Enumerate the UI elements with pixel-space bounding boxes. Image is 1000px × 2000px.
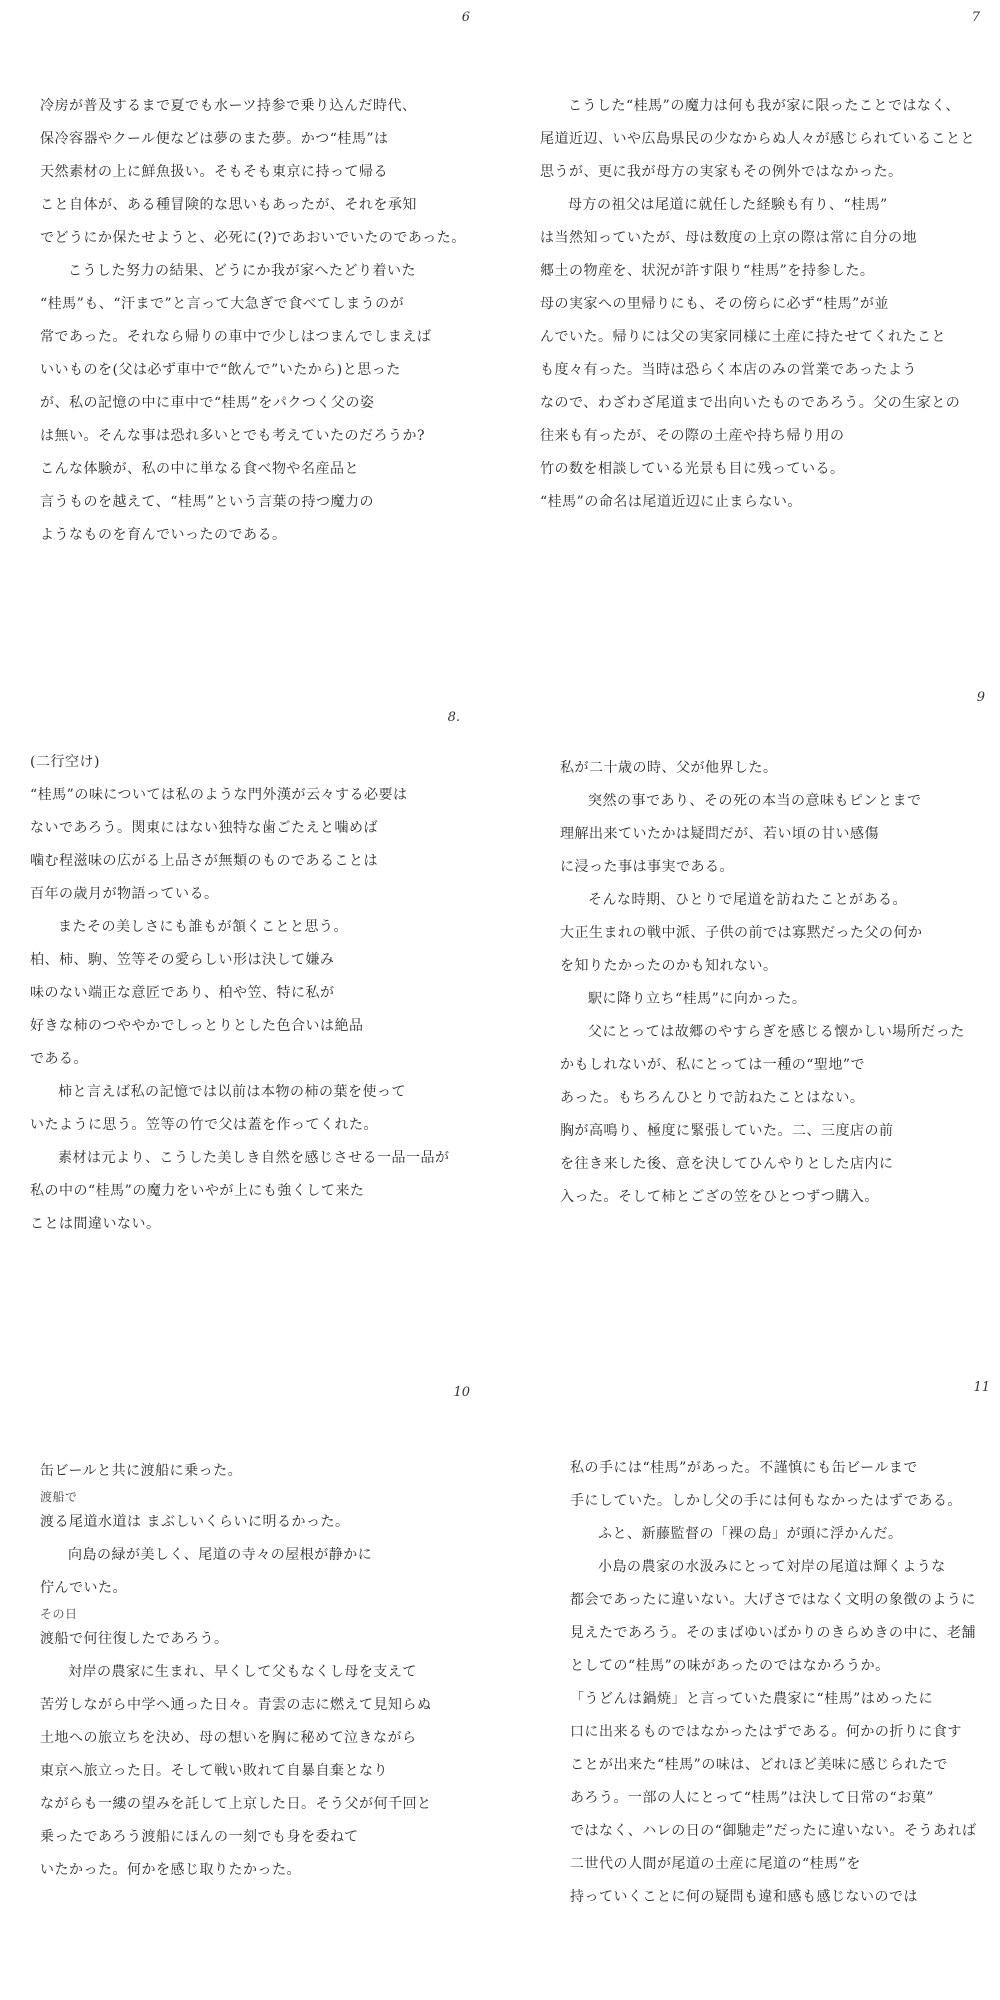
manuscript-line: 胸が高鳴り、極度に緊張していた。二、三度店の前: [560, 1123, 894, 1139]
manuscript-line: 二世代の人間が尾道の土産に尾道の“桂馬”を: [570, 1856, 861, 1872]
manuscript-line: 都会であったに違いない。大げさではなく文明の象徴のように: [570, 1592, 976, 1608]
manuscript-line: ことが出来た“桂馬”の味は、どれほど美味に感じられたで: [570, 1757, 948, 1773]
manuscript-line: 土地への旅立ちを決め、母の想いを胸に秘めて泣きながら: [40, 1730, 417, 1746]
manuscript-line: 冷房が普及するまで夏でも水ーツ持参で乗り込んだ時代、: [40, 98, 417, 114]
manuscript-line: は当然知っていたが、母は数度の上京の際は常に自分の地: [540, 230, 917, 246]
manuscript-line: かもしれないが、私にとっては一種の“聖地”で: [560, 1057, 866, 1073]
manuscript-line: ことは間違いない。: [30, 1216, 161, 1232]
page-number: 10: [453, 1385, 470, 1400]
manuscript-line: 味のない端正な意匠であり、柏や笠、特に私が: [30, 985, 335, 1001]
manuscript-line: 好きな柿のつややかでしっとりとした色合いは絶品: [30, 1018, 364, 1034]
manuscript-line: 「うどんは鍋焼」と言っていた農家に“桂馬”はめったに: [570, 1691, 934, 1707]
manuscript-page-7: [540, 10, 980, 650]
manuscript-line: 言うものを越えて、“桂馬”という言葉の持つ魔力の: [40, 494, 375, 510]
manuscript-line: 突然の事であり、その死の本当の意味もピンとまで: [588, 793, 922, 809]
manuscript-page-11: [570, 1380, 990, 1990]
page-number: 8.: [447, 710, 460, 725]
page-text: [40, 1455, 470, 1887]
page-number: 9: [976, 690, 985, 705]
manuscript-line: ようなものを育んでいったのである。: [40, 527, 287, 543]
manuscript-line: 見えたであろう。そのまばゆいばかりのきらめきの中に、老舗: [570, 1625, 976, 1641]
manuscript-line: としての“桂馬”の味があったのではなかろうか。: [570, 1658, 890, 1674]
manuscript-page-8: [30, 710, 460, 1340]
manuscript-line: こうした“桂馬”の魔力は何も我が家に限ったことではなく、: [568, 98, 961, 114]
manuscript-line: 竹の数を相談している光景も目に残っている。: [540, 461, 845, 477]
manuscript-line: 対岸の農家に生まれ、早くして父もなくし母を支えて: [68, 1664, 417, 1680]
manuscript-line: 東京へ旅立った日。そして戦い敗れて自暴自棄となり: [40, 1763, 388, 1779]
manuscript-line: いいものを(父は必ず車中で“飲んで”いたから)と思った: [40, 362, 401, 378]
manuscript-line: 柿と言えば私の記憶では以前は本物の柿の葉を使って: [58, 1084, 406, 1100]
manuscript-line: 往来も有ったが、その際の土産や持ち帰り用の: [540, 428, 845, 444]
manuscript-line: 缶ビールと共に渡船に乗った。: [40, 1463, 243, 1479]
manuscript-line: 父にとっては故郷のやすらぎを感じる懐かしい場所だった: [588, 1024, 965, 1040]
manuscript-line: あった。もちろんひとりで訪ねたことはない。: [560, 1090, 865, 1106]
manuscript-line: 私が二十歳の時、父が他界した。: [560, 760, 778, 776]
manuscript-line: 母の実家への里帰りにも、その傍らに必ず“桂馬”が並: [540, 296, 889, 312]
manuscript-line: (二行空け): [30, 754, 100, 770]
manuscript-line: 百年の歳月が物語っている。: [30, 886, 219, 902]
manuscript-line: こんな体験が、私の中に単なる食べ物や名産品と: [40, 461, 359, 477]
manuscript-line: 駅に降り立ち“桂馬”に向かった。: [588, 991, 807, 1007]
manuscript-line: ふと、新藤監督の「裸の島」が頭に浮かんだ。: [598, 1526, 903, 1542]
manuscript-line: 入った。そして柿とござの笠をひとつずつ購入。: [560, 1189, 879, 1205]
manuscript-line: んでいた。帰りには父の実家同様に土産に持たせてくれたこと: [540, 329, 946, 345]
manuscript-line: 佇んでいた。: [40, 1580, 127, 1596]
manuscript-line: 郷土の物産を、状況が許す限り“桂馬”を持参した。: [540, 263, 875, 279]
manuscript-line: “桂馬”も、“汗まで”と言って大急ぎで食べてしまうのが: [40, 296, 405, 312]
manuscript-line: に浸った事は事実である。: [560, 859, 734, 875]
manuscript-line: あろう。一部の人にとって“桂馬”は決して日常の“お菓”: [570, 1790, 934, 1806]
manuscript-line: “桂馬”の味については私のような門外漢が云々する必要は: [30, 787, 408, 803]
manuscript-line: 思うが、更に我が母方の実家もその例外ではなかった。: [540, 164, 903, 180]
manuscript-line: 口に出来るものではなかったはずである。何かの折りに食す: [570, 1724, 962, 1740]
page-text: [540, 90, 980, 519]
manuscript-line: 乗ったであろう渡船にほんの一刻でも身を委ねて: [40, 1829, 359, 1845]
manuscript-line: その日: [40, 1607, 78, 1621]
manuscript-line: 尾道近辺、いや広島県民の少なからぬ人々が感じられていることと: [540, 131, 975, 147]
manuscript-line: でどうにか保たせようと、必死に(?)であおいでいたのであった。: [40, 230, 466, 246]
manuscript-line: 保冷容器やクール便などは夢のまた夢。かつ“桂馬”は: [40, 131, 389, 147]
manuscript-line: 持っていくことに何の疑問も違和感も感じないのでは: [570, 1889, 918, 1905]
manuscript-line: 素材は元より、こうした美しき自然を感じさせる一品一品が: [58, 1150, 450, 1166]
page-number: 6: [461, 10, 470, 25]
manuscript-line: またその美しさにも誰もが頷くことと思う。: [58, 919, 348, 935]
manuscript-line: 大正生まれの戦中派、子供の前では寡黙だった父の何か: [560, 925, 923, 941]
manuscript-line: こと自体が、ある種冒険的な思いもあったが、それを承知: [40, 197, 417, 213]
manuscript-line: 理解出来ていたかは疑問だが、若い頃の甘い感傷: [560, 826, 879, 842]
manuscript-line: は無い。そんな事は恐れ多いとでも考えていたのだろうか?: [40, 428, 426, 444]
manuscript-line: 渡船で: [40, 1490, 78, 1504]
manuscript-line: 手にしていた。しかし父の手には何もなかったはずである。: [570, 1493, 962, 1509]
manuscript-line: 母方の祖父は尾道に就任した経験も有り、“桂馬”: [568, 197, 888, 213]
manuscript-line: いたように思う。笠等の竹で父は蓋を作ってくれた。: [30, 1117, 378, 1133]
page-text: [30, 746, 460, 1241]
manuscript-line: である。: [30, 1051, 88, 1067]
manuscript-line: いたかった。何かを感じ取りたかった。: [40, 1862, 301, 1878]
manuscript-line: を往き来した後、意を決してひんやりとした店内に: [560, 1156, 894, 1172]
manuscript-line: ではなく、ハレの日の“御馳走”だったに違いない。そうあれば: [570, 1823, 977, 1839]
manuscript-line: こうした努力の結果、どうにか我が家へたどり着いた: [68, 263, 416, 279]
manuscript-line: 小島の農家の水汲みにとって対岸の尾道は輝くような: [598, 1559, 946, 1575]
page-number: 11: [973, 1380, 990, 1395]
manuscript-page-9: [560, 690, 985, 1340]
manuscript-line: 私の手には“桂馬”があった。不謹慎にも缶ビールまで: [570, 1460, 918, 1476]
manuscript-page-10: [40, 1385, 470, 1985]
manuscript-line: も度々有った。当時は恐らく本店のみの営業であったよう: [540, 362, 917, 378]
manuscript-line: 天然素材の上に鮮魚扱い。そもそも東京に持って帰る: [40, 164, 388, 180]
manuscript-line: 私の中の“桂馬”の魔力をいやが上にも強くして来た: [30, 1183, 365, 1199]
manuscript-line: ながらも一縷の望みを託して上京した日。そう父が何千回と: [40, 1796, 432, 1812]
manuscript-line: 渡船で何往復したであろう。: [40, 1631, 229, 1647]
manuscript-line: 常であった。それなら帰りの車中で少しはつまんでしまえば: [40, 329, 432, 345]
manuscript-line: を知りたかったのかも知れない。: [560, 958, 778, 974]
manuscript-line: 苦労しながら中学へ通った日々。青雲の志に燃えて見知らぬ: [40, 1697, 432, 1713]
manuscript-line: 柏、柿、駒、笠等その愛らしい形は決して嫌み: [30, 952, 335, 968]
manuscript-line: 渡る尾道水道は まぶしいくらいに明るかった。: [40, 1514, 350, 1530]
manuscript-line: “桂馬”の命名は尾道近辺に止まらない。: [540, 494, 802, 510]
page-text: [570, 1452, 990, 1914]
page-text: [40, 90, 470, 552]
manuscript-line: なので、わざわざ尾道まで出向いたものであろう。父の生家との: [540, 395, 961, 411]
page-text: [560, 752, 985, 1214]
manuscript-line: そんな時期、ひとりで尾道を訪ねたことがある。: [588, 892, 907, 908]
manuscript-line: 噛む程滋味の広がる上品さが無類のものであることは: [30, 853, 378, 869]
manuscript-line: が、私の記憶の中に車中で“桂馬”をパクつく父の姿: [40, 395, 375, 411]
manuscript-page-6: [40, 10, 470, 650]
manuscript-line: ないであろう。関東にはない独特な歯ごたえと噛めば: [30, 820, 378, 836]
manuscript-line: 向島の緑が美しく、尾道の寺々の屋根が静かに: [68, 1547, 373, 1563]
page-number: 7: [971, 10, 980, 25]
